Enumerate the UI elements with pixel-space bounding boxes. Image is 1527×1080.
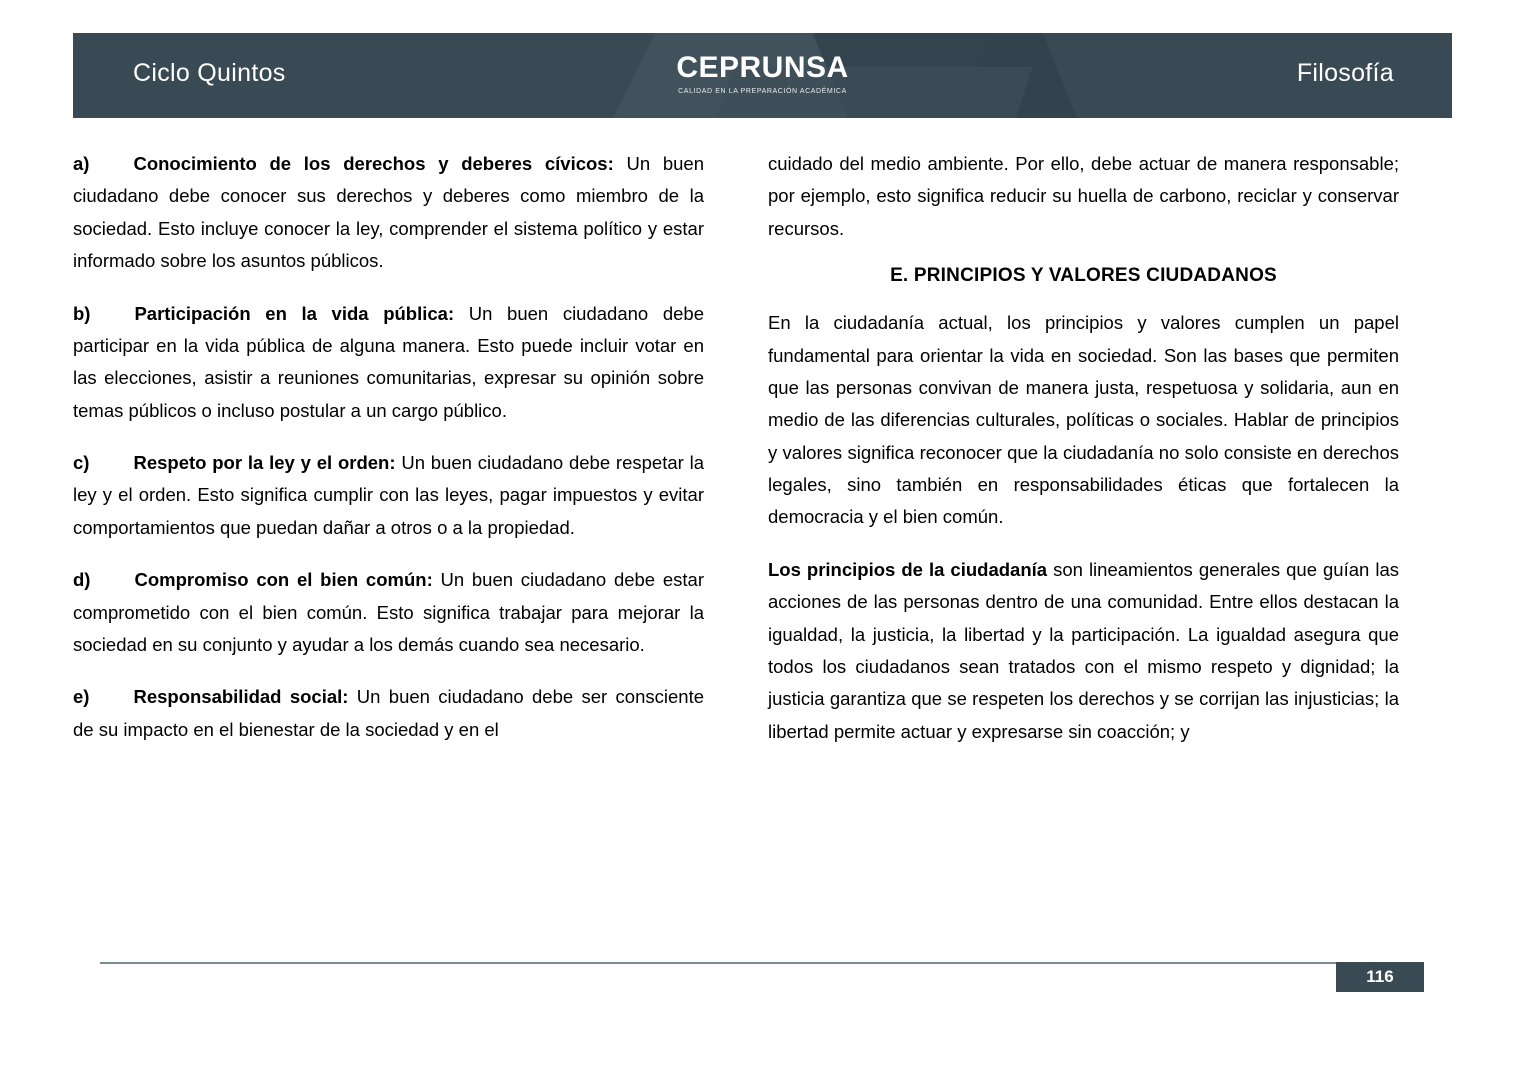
page-number-badge: 116 — [1336, 962, 1424, 992]
item-term: Conocimiento de los derechos y deberes cívicos: — [133, 153, 614, 174]
item-text: Un buen ciudadano debe estar comprometido con el bien común. Esto significa trabajar para mejorar la sociedad en su conjunto y ayudar a los demás cuando sea necesario. — [73, 569, 704, 655]
paragraph-lead-in: Los principios de la ciudadanía — [768, 558, 1048, 580]
item-marker: c) — [73, 452, 90, 473]
item-marker: b) — [73, 302, 91, 324]
section-heading: E. PRINCIPIOS Y VALORES CIUDADANOS — [890, 265, 1277, 287]
item-text: Un buen ciudadano debe participar en la vida pública de alguna manera. Esto puede incluir votar en las elecciones, asistir a reuniones comunitarias, expresar su opinión sobre temas públicos o incluso postular a un cargo público. — [73, 302, 704, 421]
page-header — [73, 33, 1452, 118]
body-paragraph: En la ciudadanía actual, los principios y valores cumplen un papel fundamental para orientar la vida en sociedad. Son las bases que permiten que las personas convivan de manera justa, respetuosa y solidaria, aun en medio de las diferencias culturales, políticas o sociales. Hablar de principios y valores significa reconocer que la ciudadanía no solo consiste en derechos legales, sino también en responsabilidades éticas que fortalecen la democracia y el bien común. — [768, 312, 1399, 528]
item-term: Respeto por la ley y el orden: — [133, 452, 396, 473]
header-subject-title: Filosofía — [1296, 59, 1394, 87]
footer-divider — [100, 962, 1420, 964]
left-column — [73, 148, 704, 748]
item-term: Participación en la vida pública: — [134, 302, 455, 324]
item-term: Responsabilidad social: — [133, 686, 349, 708]
item-term: Compromiso con el bien común: — [134, 569, 433, 591]
item-marker: e) — [73, 686, 90, 708]
logo-tagline: CALIDAD EN LA PREPARACIÓN ACADÉMICA — [678, 88, 847, 95]
item-text: Un buen ciudadano debe conocer sus derechos y deberes como miembro de la sociedad. Esto incluye conocer la ley, comprender el sistema político y estar informado sobre los asuntos públicos. — [73, 153, 704, 272]
item-marker: d) — [73, 569, 91, 591]
item-marker: a) — [73, 153, 90, 174]
page-content — [73, 148, 1452, 748]
right-column — [768, 148, 1399, 748]
item-text: Un buen ciudadano debe respetar la ley y el orden. Esto significa cumplir con las leyes, pagar impuestos y evitar comportamientos que puedan dañar a otros o a la propiedad. — [73, 452, 705, 538]
logo-wordmark: CEPRUNSA — [676, 51, 849, 84]
item-text: Un buen ciudadano debe ser consciente de su impacto en el bienestar de la sociedad y en el — [73, 686, 704, 740]
paragraph-body: son lineamientos generales que guían las acciones de las personas dentro de una comunidad. Entre ellos destacan la igualdad, la justicia, la libertad y la participación. La igualdad asegura que todos los ciudadanos sean tratados con el mismo respeto y dignidad; la justicia garantiza que se respeten los derechos y se corrijan las injusticias; la libertad permite actuar y expresarse sin coacción; y — [768, 558, 1399, 742]
list-item — [73, 681, 704, 746]
list-item — [73, 148, 704, 278]
continuation-paragraph: cuidado del medio ambiente. Por ello, debe actuar de manera responsable; por ejemplo, esto significa reducir su huella de carbono, reciclar y conservar recursos. — [768, 153, 1399, 239]
list-item — [73, 447, 704, 544]
header-cycle-title: Ciclo Quintos — [133, 59, 286, 87]
ceprunsa-logo — [676, 53, 848, 95]
body-paragraph — [768, 554, 1399, 748]
list-item — [73, 564, 704, 661]
list-item — [73, 298, 704, 428]
